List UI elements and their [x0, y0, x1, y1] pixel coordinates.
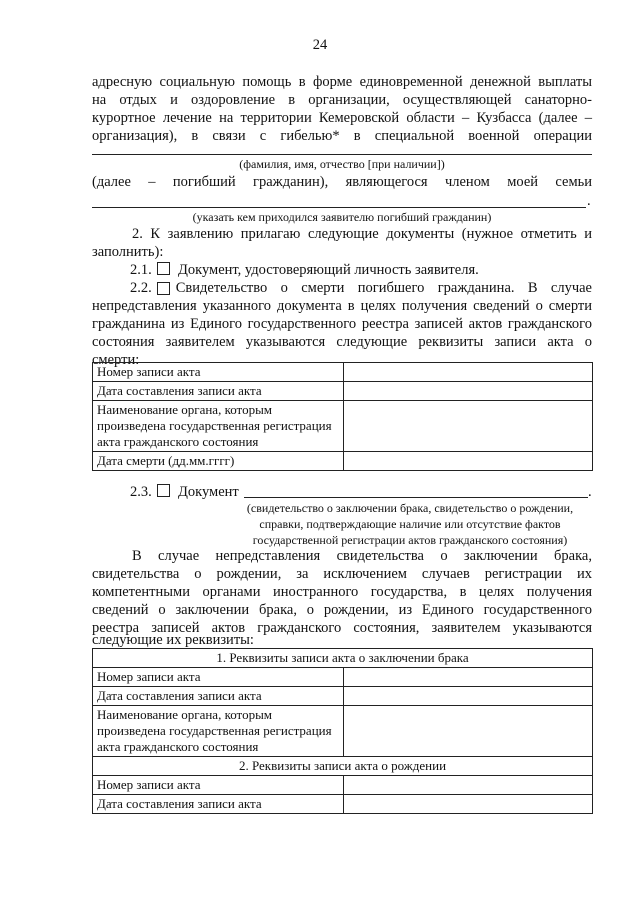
- table-row: [93, 795, 593, 814]
- table-row: [93, 363, 593, 382]
- fio-input-line[interactable]: [92, 154, 592, 155]
- marriage-table-label: Номер записи акта: [93, 668, 344, 687]
- records-table: [92, 648, 593, 814]
- death-table-value[interactable]: [344, 401, 593, 452]
- caption-document-1: (свидетельство о заключении брака, свидетельство о рождении,: [246, 501, 574, 515]
- death-record-table: [92, 362, 593, 471]
- paragraph2-line-5: реестра записей актов гражданского состояния, заявителем указываются: [92, 620, 592, 636]
- intro-line-2: на отдых и оздоровление в организации, осуществляющей санаторно-: [92, 92, 592, 108]
- paragraph2-line-3: компетентными органами иностранного государства, в целях получения: [92, 584, 592, 600]
- item2-line-2: заполнить):: [92, 244, 164, 260]
- birth-table-label: Номер записи акта: [93, 776, 344, 795]
- item-2-2: [130, 279, 592, 297]
- death-table-label: Дата составления записи акта: [93, 382, 344, 401]
- page-number: 24: [312, 37, 328, 53]
- item-2-3-label: Документ: [178, 484, 239, 500]
- death-table-label: Наименование органа, которым произведена государственная регистрация акта гражданского состояния: [93, 401, 344, 452]
- death-table-value[interactable]: [344, 382, 593, 401]
- item-2-2-line-2: непредставления указанного документа в целях получения сведений о смерти: [92, 298, 592, 314]
- caption-document-2: справки, подтверждающие наличие или отсутствие фактов: [259, 517, 561, 531]
- caption-relation: (указать кем приходился заявителю погибший гражданин): [192, 210, 492, 224]
- item-2-3: [130, 483, 239, 501]
- marriage-table-value[interactable]: [344, 706, 593, 757]
- death-table-value[interactable]: [344, 363, 593, 382]
- table-row: [93, 452, 593, 471]
- paragraph2-line-2: свидетельства о рождении, за исключением случаев регистрации их: [92, 566, 592, 582]
- checkbox-2-1[interactable]: [157, 262, 170, 275]
- birth-table-value[interactable]: [344, 795, 593, 814]
- paragraph2-line-6: следующие их реквизиты:: [92, 632, 254, 648]
- item-2-1: [130, 261, 479, 279]
- table-row: [93, 687, 593, 706]
- item-2-1-text: Документ, удостоверяющий личность заявителя.: [178, 262, 479, 278]
- item2-line-1: 2. К заявлению прилагаю следующие документы (нужное отметить и: [132, 226, 592, 242]
- table-row: [93, 757, 593, 776]
- item-2-2-line-3: гражданина из Единого государственного реестра записей актов гражданского: [92, 316, 592, 332]
- birth-table-label: Дата составления записи акта: [93, 795, 344, 814]
- intro-line-4: организация), в связи с гибелью* в специальной военной операции: [92, 128, 592, 144]
- birth-table-title: 2. Реквизиты записи акта о рождении: [93, 757, 593, 776]
- caption-fio: (фамилия, имя, отчество [при наличии]): [239, 157, 445, 171]
- marriage-table-value[interactable]: [344, 687, 593, 706]
- item-2-2-first-line: Свидетельство о смерти погибшего гражданина. В случае: [175, 280, 592, 296]
- item-2-3-period: .: [588, 484, 592, 500]
- table-row: [93, 401, 593, 452]
- table-row: [93, 706, 593, 757]
- death-table-label: Дата смерти (дд.мм.гггг): [93, 452, 344, 471]
- death-table-label: Номер записи акта: [93, 363, 344, 382]
- paragraph2-line-1: В случае непредставления свидетельства о заключении брака,: [132, 548, 592, 564]
- item-2-2-number: 2.2.: [130, 280, 152, 296]
- table-row: [93, 382, 593, 401]
- intro-line-3: курортное лечение на территории Кемеровской области – Кузбасса (далее –: [92, 110, 592, 126]
- item-2-3-number: 2.3.: [130, 484, 152, 500]
- checkbox-2-2[interactable]: [157, 282, 170, 295]
- caption-document-3: государственной регистрации актов гражданского состояния): [252, 533, 568, 547]
- birth-table-value[interactable]: [344, 776, 593, 795]
- paragraph2-line-4: сведений о заключении брака, о рождении, из Единого государственного: [92, 602, 592, 618]
- item-2-2-line-5: смерти:: [92, 352, 140, 368]
- table-row: [93, 668, 593, 687]
- checkbox-2-3[interactable]: [157, 484, 170, 497]
- document-input-line[interactable]: [244, 497, 588, 498]
- table-row: [93, 649, 593, 668]
- deceased-line: (далее – погибший гражданин), являющегося членом моей семьи: [92, 174, 592, 190]
- table-row: [93, 776, 593, 795]
- marriage-table-title: 1. Реквизиты записи акта о заключении брака: [93, 649, 593, 668]
- relation-input-line[interactable]: [92, 207, 586, 208]
- intro-line-1: адресную социальную помощь в форме единовременной денежной выплаты: [92, 74, 592, 90]
- marriage-table-label: Наименование органа, которым произведена государственная регистрация акта гражданского состояния: [93, 706, 344, 757]
- marriage-table-value[interactable]: [344, 668, 593, 687]
- relation-period: .: [587, 193, 591, 209]
- item-2-2-line-4: состояния заявителем указываются следующие реквизиты записи акта о: [92, 334, 592, 350]
- death-table-value[interactable]: [344, 452, 593, 471]
- marriage-table-label: Дата составления записи акта: [93, 687, 344, 706]
- item-2-1-number: 2.1.: [130, 262, 152, 278]
